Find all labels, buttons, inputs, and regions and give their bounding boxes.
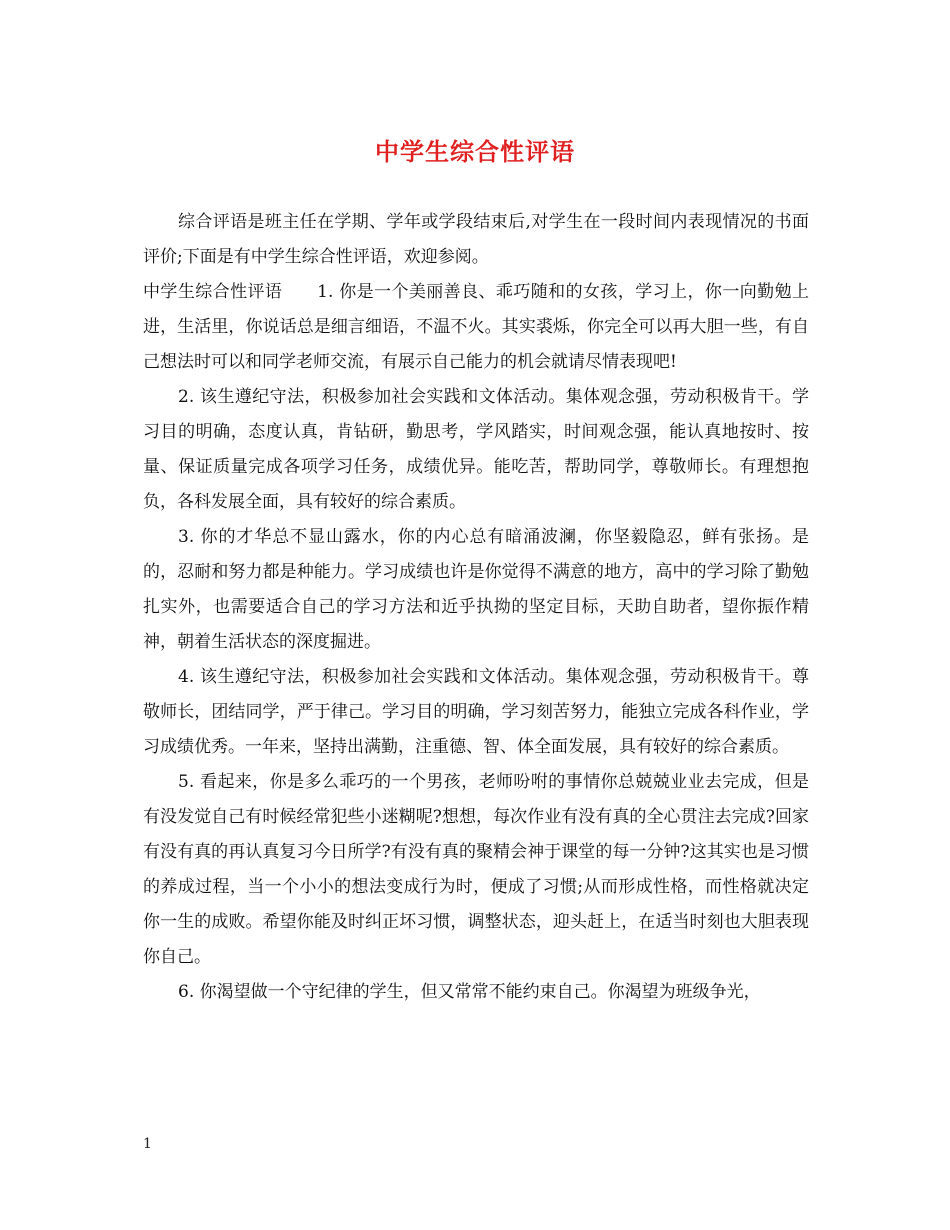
paragraph-comment-2: 2. 该生遵纪守法，积极参加社会实践和文体活动。集体观念强，劳动积极肯干。学习目的明确，态度认真，肯钻研，勤思考，学风踏实，时间观念强，能认真地按时、按量、保证质量完成各项学习任务，成绩优异。能吃苦，帮助同学，尊敬师长。有理想抱负，各科发展全面，具有较好的综合素质。 <box>143 387 809 512</box>
paragraph-comment-4: 4. 该生遵纪守法，积极参加社会实践和文体活动。集体观念强，劳动积极肯干。尊敬师长，团结同学，严于律己。学习目的明确，学习刻苦努力，能独立完成各科作业，学习成绩优秀。一年来，坚持出满勤，注重德、智、体全面发展，具有较好的综合素质。 <box>143 667 809 757</box>
document-body <box>143 205 809 1010</box>
paragraph-comment-3: 3. 你的才华总不显山露水，你的内心总有暗涌波澜，你坚毅隐忍，鲜有张扬。是的，忍耐和努力都是种能力。学习成绩也许是你觉得不满意的地方，高中的学习除了勤勉扎实外，也需要适合自己的学习方法和近乎执拗的坚定目标，天助自助者，望你振作精神，朝着生活状态的深度掘进。 <box>143 527 809 652</box>
page-title: 中学生综合性评语 <box>375 137 575 166</box>
paragraph-comment-1: 中学生综合性评语 1. 你是一个美丽善良、乖巧随和的女孩，学习上，你一向勤勉上进，生活里，你说话总是细言细语，不温不火。其实裘烁，你完全可以再大胆一些，有自己想法时可以和同学老师交流，有展示自己能力的机会就请尽情表现吧! <box>143 282 809 372</box>
paragraph-comment-6: 6. 你渴望做一个守纪律的学生，但又常常不能约束自己。你渴望为班级争光， <box>178 982 761 1002</box>
page-number: 1 <box>143 1136 152 1152</box>
paragraph-intro: 综合评语是班主任在学期、学年或学段结束后,对学生在一段时间内表现情况的书面评价;下面是有中学生综合性评语，欢迎参阅。 <box>143 212 809 267</box>
paragraph-comment-5: 5. 看起来，你是多么乖巧的一个男孩，老师吩咐的事情你总兢兢业业去完成，但是有没发觉自己有时候经常犯些小迷糊呢?想想，每次作业有没有真的全心贯注去完成?回家有没有真的再认真复习今日所学?有没有真的聚精会神于课堂的每一分钟?这其实也是习惯的养成过程，当一个小小的想法变成行为时，便成了习惯;从而形成性格，而性格就决定你一生的成败。希望你能及时纠正坏习惯，调整状态，迎头赶上，在适当时刻也大胆表现你自己。 <box>143 772 809 967</box>
